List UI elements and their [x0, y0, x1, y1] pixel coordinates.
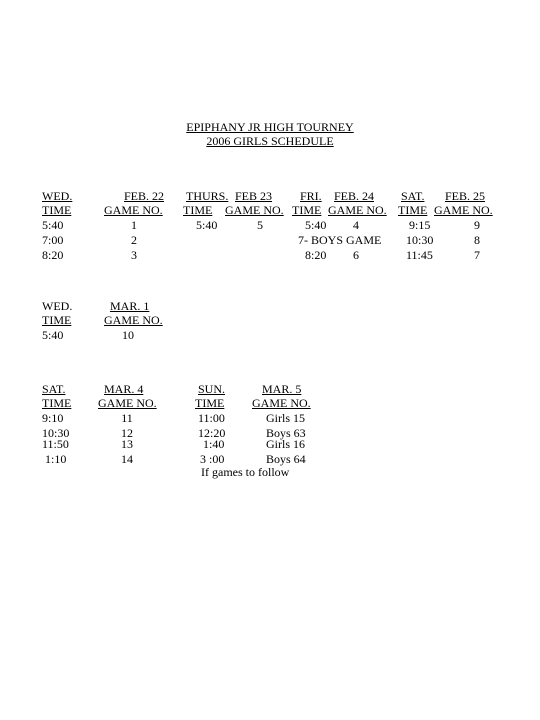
- date-label: FEB 23: [234, 189, 272, 203]
- time-header: TIME: [183, 203, 213, 217]
- time-cell: 8:20: [42, 248, 64, 262]
- time-cell: 9:10: [42, 411, 64, 425]
- game-cell: 1: [131, 218, 137, 232]
- game-cell: Girls 15: [266, 411, 305, 425]
- time-header: TIME: [42, 313, 72, 327]
- game-cell: 10: [122, 328, 134, 342]
- time-cell: 11:45: [406, 248, 433, 262]
- date-label: MAR. 1: [110, 299, 150, 313]
- game-cell: 9: [474, 218, 480, 232]
- game-cell: 13: [121, 437, 133, 451]
- game-cell: 7: [474, 248, 480, 262]
- time-header: TIME: [398, 203, 428, 217]
- time-cell: 10:30: [406, 233, 434, 247]
- time-cell: 1:10: [45, 452, 67, 466]
- day-label: SAT.: [401, 189, 425, 203]
- time-header: TIME: [42, 203, 72, 217]
- game-cell: Boys 63: [266, 426, 306, 440]
- date-label: FEB. 22: [123, 189, 164, 203]
- day-label: WED.: [42, 299, 73, 313]
- time-cell: 11:50: [42, 437, 69, 451]
- day-label: SAT.: [42, 382, 66, 396]
- page-subtitle: [0, 134, 540, 148]
- date-label: MAR. 5: [262, 382, 302, 396]
- day-label: SUN.: [198, 382, 226, 396]
- game-header: GAME NO.: [252, 396, 311, 410]
- game-cell: 12: [121, 426, 133, 440]
- time-header: TIME: [195, 396, 225, 410]
- game-header: GAME NO.: [434, 203, 493, 217]
- game-cell: 3: [131, 248, 137, 262]
- date-label: FEB. 24: [333, 189, 374, 203]
- boys-game-note: 7- BOYS GAME: [298, 233, 382, 247]
- time-cell: 10:30: [42, 426, 70, 440]
- game-header: GAME NO.: [328, 203, 387, 217]
- follow-note: If games to follow: [201, 465, 290, 479]
- date-label: FEB. 25: [444, 189, 485, 203]
- game-cell: Boys 64: [266, 452, 306, 466]
- time-cell: 5:40: [305, 218, 327, 232]
- time-cell: 8:20: [305, 248, 327, 262]
- day-label: THURS.: [186, 189, 229, 203]
- game-cell: 11: [121, 411, 133, 425]
- game-cell: 6: [353, 248, 359, 262]
- page-title: [0, 120, 540, 134]
- time-cell: 12:20: [198, 426, 226, 440]
- game-cell: 14: [121, 452, 133, 466]
- game-header: GAME NO.: [225, 203, 284, 217]
- time-cell: 3 :00: [200, 452, 225, 466]
- time-cell: 5:40: [196, 218, 218, 232]
- game-header: GAME NO.: [104, 313, 163, 327]
- time-header: TIME: [42, 396, 72, 410]
- day-label: FRI.: [300, 189, 322, 203]
- time-cell: 5:40: [42, 328, 64, 342]
- schedule-title: 2006 GIRLS SCHEDULE: [206, 134, 334, 148]
- time-cell: 1:40: [203, 437, 225, 451]
- time-cell: 7:00: [42, 233, 64, 247]
- game-cell: 2: [131, 233, 137, 247]
- game-cell: Girls 16: [266, 437, 305, 451]
- game-header: GAME NO.: [104, 203, 163, 217]
- time-header: TIME: [292, 203, 322, 217]
- tourney-title: EPIPHANY JR HIGH TOURNEY: [186, 120, 354, 134]
- date-label: MAR. 4: [104, 382, 144, 396]
- game-cell: 8: [474, 233, 480, 247]
- game-cell: 5: [257, 218, 263, 232]
- day-label: WED.: [42, 189, 73, 203]
- time-cell: 5:40: [42, 218, 64, 232]
- time-cell: 9:15: [409, 218, 431, 232]
- time-cell: 11:00: [198, 411, 225, 425]
- game-header: GAME NO.: [98, 396, 157, 410]
- game-cell: 4: [353, 218, 359, 232]
